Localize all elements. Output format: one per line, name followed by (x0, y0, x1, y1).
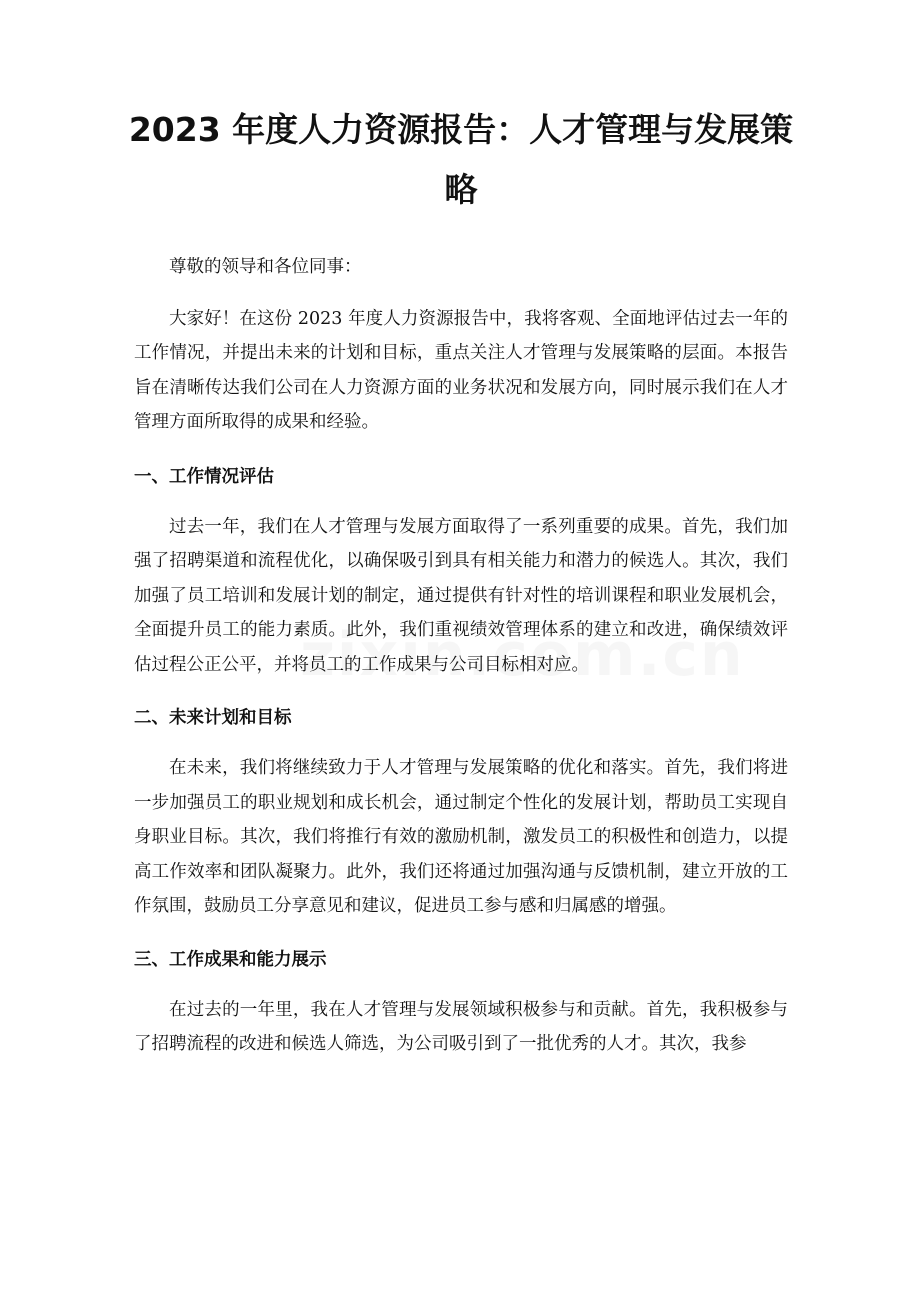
section-heading-2: 二、未来计划和目标 (134, 708, 292, 728)
document-title: 2023 年度人力资源报告：人才管理与发展策略 (128, 110, 794, 209)
document-page (0, 100, 920, 1291)
section-body-3: 在过去的一年里，我在人才管理与发展领域积极参与和贡献。首先，我积极参与了招聘流程的改进和候选人筛选，为公司吸引到了一批优秀的人才。其次，我参 (134, 999, 788, 1054)
section-heading-3: 三、工作成果和能力展示 (134, 949, 327, 970)
intro-paragraph: 大家好！在这份 2023 年度人力资源报告中，我将客观、全面地评估过去一年的工作情况，并提出未来的计划和目标，重点关注人才管理与发展策略的层面。本报告旨在清晰传达我们公司在人力资源方面的业务状况和发展方向，同时展示我们在人才管理方面所取得的成果和经验。 (134, 308, 788, 432)
section-body-1: 过去一年，我们在人才管理与发展方面取得了一系列重要的成果。首先，我们加强了招聘渠道和流程优化，以确保吸引到具有相关能力和潜力的候选人。其次，我们加强了员工培训和发展计划的制定，通过提供有针对性的培训课程和职业发展机会，全面提升员工的能力素质。此外，我们重视绩效管理体系的建立和改进，确保绩效评估过程公正公平，并将员工的工作成果与公司目标相对应。 (134, 516, 788, 675)
section-heading-1: 一、工作情况评估 (134, 466, 274, 487)
section-body-2: 在未来，我们将继续致力于人才管理与发展策略的优化和落实。首先，我们将进一步加强员工的职业规划和成长机会，通过制定个性化的发展计划，帮助员工实现自身职业目标。其次，我们将推行有效的激励机制，激发员工的积极性和创造力，以提高工作效率和团队凝聚力。此外，我们还将通过加强沟通与反馈机制，建立开放的工作氛围，鼓励员工分享意见和建议，促进员工参与感和归属感的增强。 (134, 758, 788, 916)
greeting: 尊敬的领导和各位同事： (169, 257, 362, 277)
